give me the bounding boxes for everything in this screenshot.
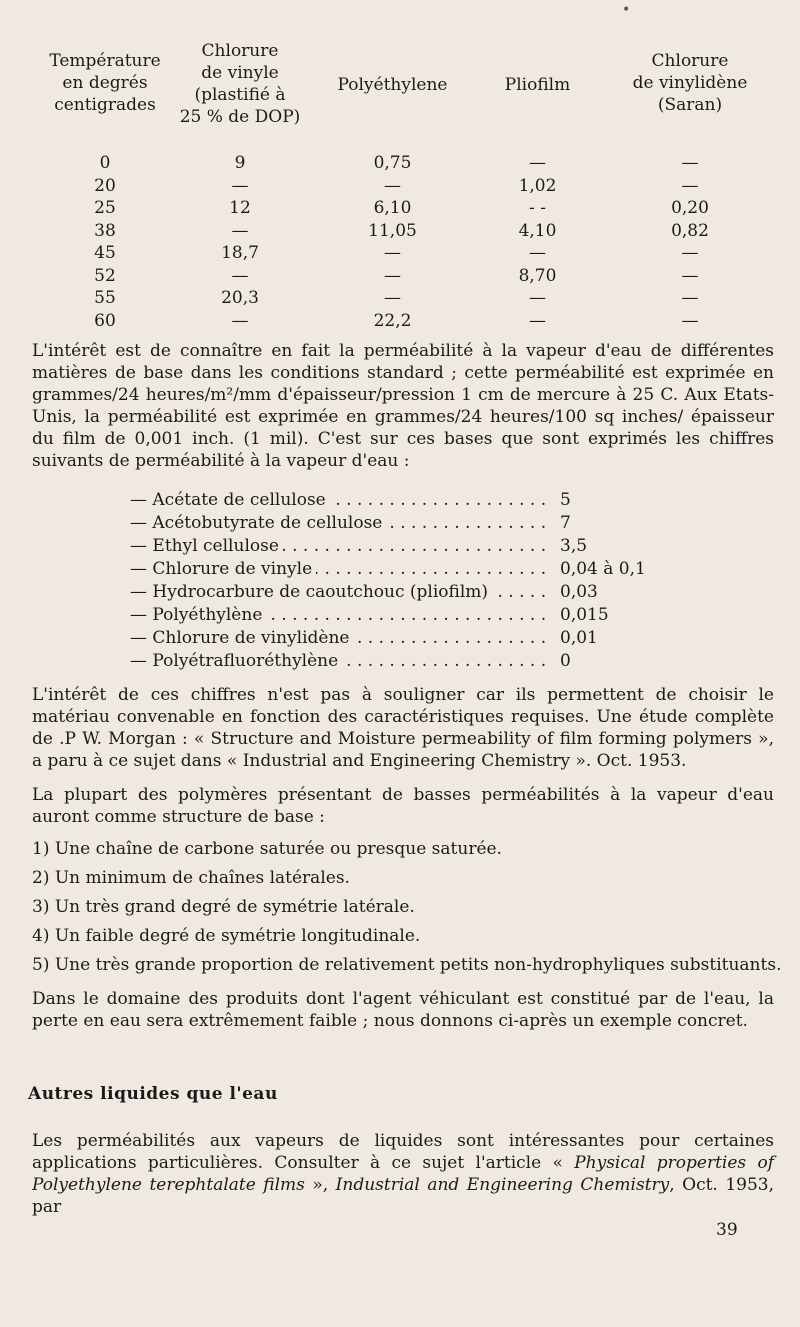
list-item <box>130 604 646 627</box>
liquids-article-title: Physical properties of Polyethylene terephtalate films <box>32 1153 774 1195</box>
list-item-label-text: — Ethyl cellulose <box>130 536 283 556</box>
liquids-journal: Industrial and Engineering Chemistry <box>335 1175 670 1195</box>
list-item-value: 0,015 <box>560 605 609 625</box>
paragraph-polymers: La plupart des polymères présentant de basses perméabilités à la vapeur d'eau auront comme structure de base : <box>32 785 774 827</box>
table-cell: — <box>231 310 249 331</box>
table-cell: — <box>529 153 546 173</box>
table-cell: 18,7 <box>221 243 259 263</box>
table-cell: 22,2 <box>373 310 412 331</box>
list-item-value: 5 <box>560 490 571 510</box>
list-item-label-text: — Polyéthylène <box>130 605 266 625</box>
paragraph-liquids <box>32 1130 774 1218</box>
table-cell: 0,20 <box>671 198 709 218</box>
paragraph-interest: L'intérêt de ces chiffres n'est pas à souligner car ils permettent de choisir le matériau convenable en fonction des caractéristiques requises. Une étude complète de .P W. Morgan : « Structure and Moisture permeability of film forming polymers », a paru à ce sujet dans « Industrial and Engineering Chemistry ». Oct. 1953. <box>32 685 774 771</box>
structure-item: 5) Une très grande proportion de relativement petits non-hydrophyliques substituants. <box>32 955 782 975</box>
table-cell: — <box>231 220 249 241</box>
table-cell: 9 <box>234 153 246 173</box>
list-item <box>130 558 646 581</box>
list-item-label-text: — Hydrocarbure de caoutchouc (pliofilm) <box>130 582 492 602</box>
table-cell: — <box>384 265 401 286</box>
table-cell: 38 <box>94 220 116 241</box>
column-header <box>40 50 170 116</box>
table-row <box>40 242 770 265</box>
table-cell: — <box>681 265 699 286</box>
table-cell: — <box>529 310 546 331</box>
table-cell: 55 <box>94 288 116 308</box>
list-item <box>130 650 646 673</box>
table-cell: 6,10 <box>373 198 412 218</box>
list-item-value: 0 <box>560 651 571 671</box>
list-item-label-text: — Acétobutyrate de cellulose <box>130 513 386 533</box>
column-header-line: Pliofilm <box>504 75 571 95</box>
list-item-label-text: — Acétate de cellulose <box>130 490 330 510</box>
table-cell: — <box>681 243 699 263</box>
paragraph-intro: L'intérêt est de connaître en fait la perméabilité à la vapeur d'eau de différentes matières de base dans les conditions standard ; cette perméabilité est exprimée en grammes/24 heures/m²/mm d'épaisseur/pression 1 cm de mercure à 25 C. Aux Etats-Unis, la perméabilité est exprimée en grammes/24 heures/100 sq inches/ épaisseur du film de 0,001 inch. (1 mil). C'est sur ces bases que sont exprimés les chiffres suivants de perméabilité à la vapeur d'eau : <box>32 341 774 471</box>
column-header-line: centigrades <box>54 95 156 115</box>
page-number: 39 <box>716 1220 738 1240</box>
column-header-line: (Saran) <box>657 95 723 115</box>
table-cell: 12 <box>229 198 251 218</box>
list-item-label-text: — Chlorure de vinyle <box>130 559 316 579</box>
column-header <box>315 74 470 96</box>
table-row <box>40 310 770 333</box>
liquids-text-1: Les perméabilités aux vapeurs de liquides sont intéressantes pour certaines applications particulières. Consulter à ce sujet l'article « <box>32 1131 774 1173</box>
list-item <box>130 535 646 558</box>
table-cell: 0,75 <box>373 153 412 173</box>
permeability-list <box>130 489 646 673</box>
table-row <box>40 197 770 220</box>
list-item-label <box>130 489 330 511</box>
structure-list <box>32 838 782 983</box>
table-cell: 1,02 <box>518 175 557 196</box>
table-cell: 11,05 <box>368 220 417 241</box>
list-item-value: 7 <box>560 513 571 533</box>
liquids-text-3: , Oct. 1953, par <box>32 1175 774 1217</box>
table-cell: 60 <box>94 310 116 331</box>
list-item-label <box>130 535 283 557</box>
table-cell: — <box>681 310 699 331</box>
liquids-text-2: », <box>304 1175 336 1195</box>
paragraph-water: Dans le domaine des produits dont l'agent véhiculant est constitué par de l'eau, la perte en eau sera extrêmement faible ; nous donnons ci-après un exemple concret. <box>32 989 774 1031</box>
column-header-line: Polyéthylene <box>337 75 448 95</box>
table-cell: 52 <box>94 265 116 286</box>
table-cell: — <box>384 175 401 196</box>
table-cell: — <box>231 265 249 286</box>
table-cell: 8,70 <box>518 265 557 286</box>
table-body <box>40 152 770 332</box>
table-row <box>40 220 770 243</box>
table-cell: — <box>681 175 699 196</box>
column-header-line: (plastifié à <box>194 85 286 105</box>
column-header-line: en degrés <box>62 73 148 93</box>
column-header <box>615 50 765 116</box>
list-item <box>130 581 646 604</box>
table-cell: 20 <box>94 175 116 196</box>
table-cell: — <box>384 288 401 308</box>
column-header-line: Chlorure <box>651 51 729 71</box>
list-item-value: 3,5 <box>560 536 588 556</box>
table-cell: 25 <box>94 198 116 218</box>
table-cell: 4,10 <box>518 220 557 241</box>
table-row <box>40 152 770 175</box>
table-cell: — <box>681 288 699 308</box>
table-row <box>40 175 770 198</box>
section-heading: Autres liquides que l'eau <box>28 1084 278 1104</box>
table-cell: 0 <box>99 153 111 173</box>
list-item <box>130 512 646 535</box>
column-header-line: 25 % de DOP) <box>179 107 301 127</box>
structure-item: 4) Un faible degré de symétrie longitudinale. <box>32 926 421 946</box>
corner-mark: • <box>622 2 631 18</box>
list-item-label <box>130 581 492 603</box>
table-cell: 45 <box>94 243 116 263</box>
table-row <box>40 287 770 310</box>
structure-item: 3) Un très grand degré de symétrie latérale. <box>32 897 415 917</box>
table-cell: — <box>681 153 699 173</box>
column-header-line: Température <box>49 51 161 71</box>
table-row <box>40 265 770 288</box>
list-item-value: 0,04 à 0,1 <box>560 559 646 579</box>
list-item <box>130 627 646 650</box>
list-item-label <box>130 627 353 649</box>
table-cell: — <box>384 243 401 263</box>
column-header <box>175 40 305 128</box>
table-cell: — <box>529 243 546 263</box>
column-header-line: de vinylidène <box>632 73 748 93</box>
table-header <box>40 40 770 152</box>
column-header-line: de vinyle <box>201 63 279 83</box>
table-cell: — <box>529 288 546 308</box>
column-header <box>480 74 595 96</box>
table-cell: — <box>231 175 249 196</box>
list-item-label-text: — Polyétrafluoréthylène <box>130 651 342 671</box>
table-cell: 0,82 <box>671 220 709 241</box>
permeability-table <box>40 40 770 332</box>
list-item-label-text: — Chlorure de vinylidène <box>130 628 353 648</box>
structure-item: 1) Une chaîne de carbone saturée ou presque saturée. <box>32 839 502 859</box>
list-item-label <box>130 604 266 626</box>
column-header-line: Chlorure <box>201 41 279 61</box>
list-item-label <box>130 558 316 580</box>
list-item-label <box>130 512 386 534</box>
table-cell: - - <box>529 198 546 218</box>
list-item-label <box>130 650 342 672</box>
list-item <box>130 489 646 512</box>
list-item-value: 0,01 <box>560 628 598 648</box>
structure-item: 2) Un minimum de chaînes latérales. <box>32 868 350 888</box>
list-item-value: 0,03 <box>560 582 598 602</box>
table-cell: 20,3 <box>221 288 259 308</box>
